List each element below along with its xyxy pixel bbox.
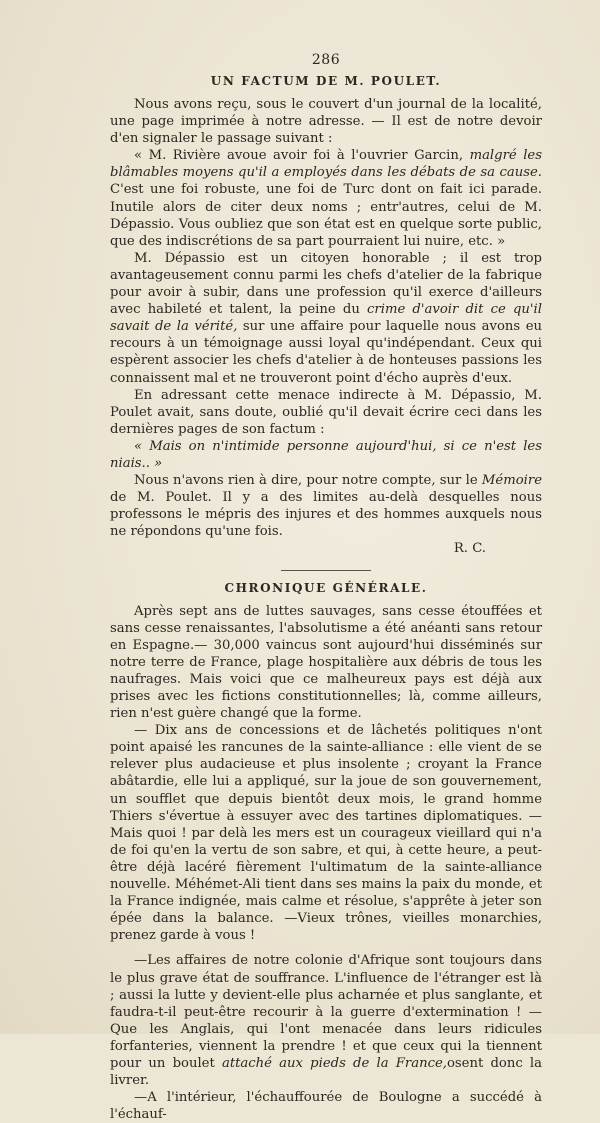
- text-run: M. Dépassio est un citoyen honorable ; il est trop avantageusement connu parmi les chefs d'atelier de la fabrique pour avoir à subir, dans une profession qu'il exerce d'ailleurs avec habileté et talent, la peine du: [110, 250, 542, 318]
- quote-paragraph: [110, 438, 542, 472]
- paragraph: Nous avons reçu, sous le couvert d'un journal de la localité, une page imprimée à notre adresse. — Il est de notre devoir d'en signaler le passage suivant :: [110, 97, 542, 147]
- italic-text: crime d'avoir dit ce qu'il savait de la vérité,: [110, 302, 542, 335]
- text-run: C'est une foi robuste, une foi de Turc dont on fait ici parade. Inutile alors de citer deux noms ; entr'autres, celui de M. Dépassio. Vous oubliez que son état est en quelque sorte public, que des indiscrétions de sa part pourraient lui nuire, etc. »: [110, 182, 542, 249]
- section-heading-chronique: CHRONIQUE GÉNÉRALE.: [224, 580, 428, 595]
- paragraph: [110, 952, 542, 1089]
- paragraph: [110, 147, 542, 250]
- italic-text: Mémoire: [481, 473, 542, 489]
- text-run: —Les affaires de notre colonie d'Afrique sont toujours dans le plus grave état de souffrance. L'influence de l'étranger est là ; aussi la lutte y devient-elle plus acharnée et plus sanglante, et faudra-t-il peut-être recourir à la guerre d'extermination ! — Que les Anglais, qui l'ont menacée dans leurs ridicules forfanteries, viennent la prendre ! et que ceux qui la tiennent pour un boulet: [110, 953, 542, 1071]
- paragraph: En adressant cette menace indirecte à M. Dépassio, M. Poulet avait, sans doute, oublié qu'il devait écrire ceci dans les dernières pages de son factum :: [110, 387, 542, 437]
- paragraph: [110, 250, 542, 387]
- italic-text: attaché aux pieds de la France,: [221, 1055, 447, 1071]
- paragraph: — Dix ans de concessions et de lâchetés politiques n'ont point apaisé les rancunes de la sainte-alliance : elle vient de se relever plus audacieuse et plus insolente ; croyant la France abâtardie, elle lui a appliqué, sur la joue de son gouvernement, un soufflet que depuis bientôt deux mois, le grand homme Thiers s'évertue à essuyer avec des tartines diplomatiques. — Mais quoi ! par delà les mers est un courageux vieillard qui n'a de foi qu'en la vertu de son sabre, et qui, à cette heure, a peut-être déjà lacéré fièrement l'ultimatum de la sainte-alliance nouvelle. Méhémet-Ali tient dans ses mains la paix du monde, et la France indignée, mais calme et résolue, s'apprête à jeter son épée dans la balance. —Vieux trônes, vieilles monarchies, prenez garde à vous !: [110, 723, 542, 944]
- section-divider: [281, 570, 371, 571]
- text-run: « M. Rivière avoue avoir foi à l'ouvrier Garcin,: [134, 148, 470, 164]
- page-number: 286: [311, 52, 341, 68]
- paragraph: —A l'intérieur, l'échauffourée de Boulogne a succédé à l'échauf-: [110, 1090, 542, 1123]
- paragraph: [110, 472, 542, 540]
- section-heading-factum: UN FACTUM DE M. POULET.: [210, 74, 442, 88]
- paragraph: Après sept ans de luttes sauvages, sans cesse étouffées et sans cesse renaissantes, l'absolutisme a été anéanti sans retour en Espagne.— 30,000 vaincus sont aujourd'hui disséminés sur notre terre de France, plage hospitalière aux débris de tous les naufrages. Mais voici que ce malheureux pays est déjà aux prises avec les fictions constitutionnelles; là, comme ailleurs, rien n'est guère changé que la forme.: [110, 603, 542, 722]
- text-run: sur une affaire pour laquelle nous avons eu recours à un témoignage aussi loyal qu'indépendant. Ceux qui espèrent associer les chefs d'atelier à de honteuses passions les connaissent mal et ne trouveront point d'écho auprès d'eux.: [110, 319, 542, 386]
- italic-text: malgré les blâmables moyens qu'il a employés dans les débats de sa cause.: [110, 148, 542, 181]
- text-run: de M. Poulet. Il y a des limites au-delà desquelles nous professons le mépris des injures et des hommes auxquels nous ne répondons qu'une fois.: [110, 490, 542, 540]
- text-run: Nous n'avons rien à dire, pour notre compte, sur le: [134, 473, 482, 489]
- text-run: osent donc la livrer.: [110, 1055, 543, 1089]
- italic-quote: « Mais on n'intimide personne aujourd'hui, si ce n'est les niais.. »: [110, 438, 542, 471]
- signature: R. C.: [453, 541, 486, 557]
